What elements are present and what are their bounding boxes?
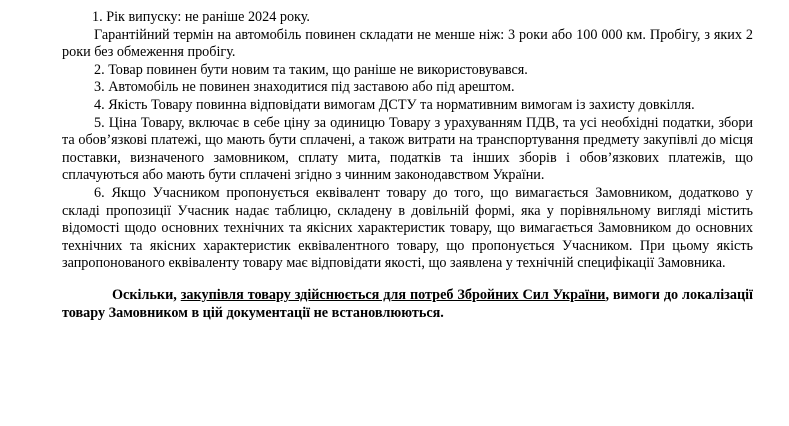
localization-note [62,287,753,322]
localization-note-end: , вимоги до локалізації товару Замовником в цій документації не встановлюються. [62,286,754,321]
localization-note-start: Оскільки, [112,286,181,303]
item-1-warranty: Гарантійний термін на автомобіль повинен складати не менше ніж: 3 роки або 100 000 км. Пробігу, з яких 2 роки без обмеження пробігу. [62,26,753,61]
item-3-pledge: 3. Автомобіль не повинен знаходитися під заставою або під арештом. [94,79,515,96]
localization-note-underlined: закупівля товару здійснюється для потреб Збройних Сил України [180,286,606,303]
item-1-year: 1. Рік випуску: не раніше 2024 року. [92,9,310,25]
paragraph-spacer [62,273,753,287]
item-4-quality: 4. Якість Товару повинна відповідати вимогам ДСТУ та нормативним вимогам із захисту довкілля. [94,96,695,113]
item-2-new: 2. Товар повинен бути новим та таким, що раніше не використовувався. [94,61,528,78]
item-5-price: 5. Ціна Товару, включає в себе ціну за одиницю Товару з урахуванням ПДВ, та усі необхідні податки, збори та обов’язкові платежі, що мають бути сплачені, а також витрати на транспортування предмету закупівлі до місця поставки, визначеного замовником, сплату мита, податків та інших зборів і обов’язкових платежів, що сплачуються або мають бути сплачені згідно з чинним законодавством України. [62,114,753,184]
item-6-equivalent: 6. Якщо Учасником пропонується еквівалент товару до того, що вимагається Замовником, додатково у складі пропозиції Учасник надає таблицю, складену в довільній формі, яка у порівняльному вигляді містить відомості щодо основних технічних та якісних характеристик товару, що вимагається Замовником до основних технічних та якісних характеристик еквівалентного товару, що пропонується Учасником. При цьому якість запропонованого еквіваленту товару має відповідати якості, що заявлена у технічній специфікації Замовника. [62,184,753,272]
